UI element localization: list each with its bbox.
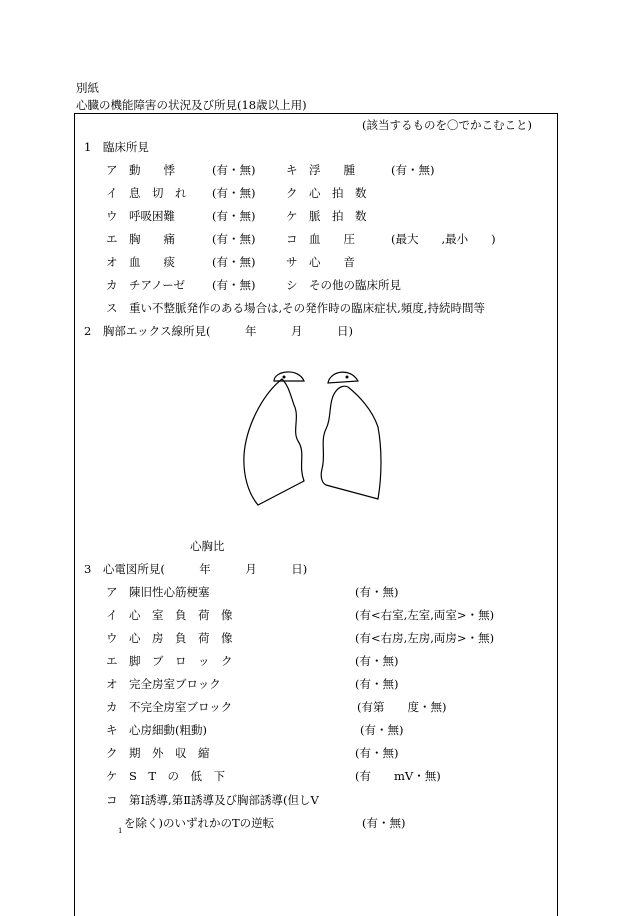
attachment-label: 別紙 [76, 81, 99, 95]
ecg-label: ア 陳旧性心筋梗塞 [106, 585, 210, 599]
section-3-title: 3 心電図所見( 年 月 日) [84, 562, 308, 576]
ecg-label: カ 不完全房室ブロック [106, 700, 233, 714]
ecg-value: (有・無) [355, 654, 399, 668]
sec1-left-label: ア 動 悸 [106, 163, 175, 177]
sec1-left-label: ウ 呼吸困難 [106, 209, 175, 223]
sec1-left-label: カ チアノーゼ [106, 278, 186, 292]
sec1-right-value: (最大 ,最小 ) [391, 232, 496, 246]
ecg-value: (有<右室,左室,両室>・無) [355, 608, 495, 622]
cardiothoracic-ratio-label: 心胸比 [190, 539, 225, 553]
sec1-left-value: (有・無) [212, 186, 256, 200]
sec1-left-value: (有・無) [212, 163, 256, 177]
sec1-right-label: ク 心 拍 数 [286, 186, 367, 200]
ecg-value: (有第 度・無) [357, 700, 447, 714]
sec1-right-value: (有・無) [391, 163, 435, 177]
ecg-label: エ 脚 ブ ロ ッ ク [106, 654, 233, 668]
ecg-value: (有・無) [355, 746, 399, 760]
sec1-left-value: (有・無) [212, 255, 256, 269]
section-2-title: 2 胸部エックス線所見( 年 月 日) [84, 324, 353, 338]
ecg-label: イ 心 室 負 荷 像 [106, 608, 233, 622]
page-title: 心臓の機能障害の状況及び所見(18歳以上用) [76, 98, 307, 112]
sec1-right-label: コ 血 圧 [286, 232, 355, 246]
sec1-left-value: (有・無) [212, 278, 256, 292]
ecg-t-inversion-line1: コ 第Ⅰ誘導,第Ⅱ誘導及び胸部誘導(但しV [106, 793, 319, 807]
ecg-value: (有・無) [360, 723, 404, 737]
sec1-left-label: オ 血 痰 [106, 255, 175, 269]
sec1-right-label: サ 心 音 [286, 255, 355, 269]
ecg-label: オ 完全房室ブロック [106, 677, 221, 691]
ecg-value: (有・無) [355, 585, 399, 599]
section-1-title: 1 臨床所見 [84, 140, 149, 154]
sec1-left-value: (有・無) [212, 209, 256, 223]
sec1-right-label: シ その他の臨床所見 [286, 278, 401, 292]
ecg-value: (有・無) [355, 677, 399, 691]
sec1-right-label: キ 浮 腫 [286, 163, 355, 177]
sec1-left-value: (有・無) [212, 232, 256, 246]
sec1-su-text: ス 重い不整脈発作のある場合は,その発作時の臨床症状,頻度,持続時間等 [106, 301, 485, 315]
ecg-label: ケ S T の 低 下 [106, 769, 226, 783]
instruction-text: (該当するものを〇でかこむこと) [362, 118, 532, 132]
ecg-lead-subscript: 1 [118, 827, 123, 835]
sec1-right-label: ケ 脈 拍 数 [286, 209, 367, 223]
ecg-t-inversion-value: (有・無) [362, 816, 406, 830]
sec1-left-label: エ 胸 痛 [106, 232, 175, 246]
ecg-value: (有<右房,左房,両房>・無) [355, 631, 495, 645]
ecg-label: ク 期 外 収 縮 [106, 746, 210, 760]
sec1-left-label: イ 息 切 れ [106, 186, 187, 200]
ecg-label: キ 心房細動(粗動) [106, 723, 207, 737]
ecg-value: (有 mV・無) [355, 769, 441, 783]
ecg-label: ウ 心 房 負 荷 像 [106, 631, 233, 645]
ecg-t-inversion-line2: を除く)のいずれかのTの逆転 [124, 816, 275, 830]
chest-xray-lungs-diagram [240, 365, 390, 510]
